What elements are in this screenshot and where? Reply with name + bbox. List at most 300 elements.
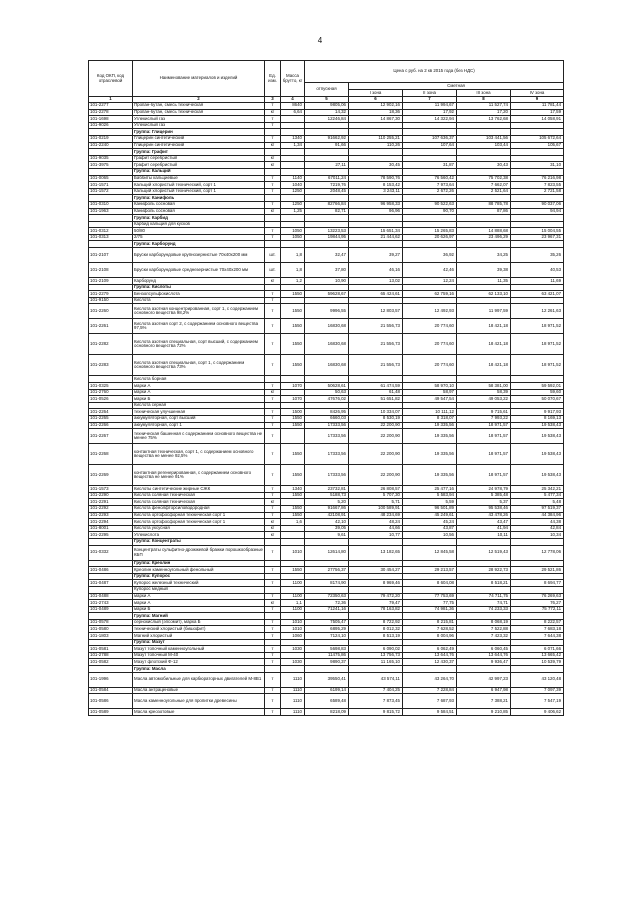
- group-row: [89, 613, 564, 620]
- cell-release-price: 17333,56: [305, 429, 349, 444]
- cell-release-price: 27,11: [305, 162, 349, 169]
- cell-code: 101-2268: [89, 444, 133, 465]
- cell-mass: 1550: [281, 505, 305, 512]
- cell-zone-1: 3 243,11: [349, 188, 403, 195]
- cell-release-price: [305, 613, 349, 620]
- cell-code: 101-2240: [89, 142, 133, 149]
- cell-unit: т: [265, 396, 281, 403]
- cell-zone-2: [403, 538, 457, 545]
- cell-zone-1: 13 756,73: [349, 652, 403, 659]
- cell-zone-3: 87,86: [457, 208, 511, 215]
- table-row: [89, 486, 564, 493]
- cell-mass: [281, 215, 305, 222]
- cell-name: Бензолсульфокислота: [133, 291, 265, 298]
- cell-release-price: 17333,56: [305, 422, 349, 429]
- cell-mass: 1110: [281, 672, 305, 687]
- cell-zone-4: [511, 538, 564, 545]
- cell-zone-4: 75 772,11: [511, 606, 564, 613]
- cell-zone-4: 59,60: [511, 389, 564, 396]
- cell-zone-2: 11 994,67: [403, 103, 457, 110]
- cell-mass: [281, 560, 305, 567]
- table-row: [89, 593, 564, 600]
- cell-code: 101-9150: [89, 297, 133, 304]
- cell-unit: [265, 168, 281, 175]
- cell-mass: 1550: [281, 416, 305, 423]
- table-row: [89, 304, 564, 319]
- cell-zone-1: 7 404,25: [349, 687, 403, 694]
- cell-zone-1: 100 589,91: [349, 505, 403, 512]
- cell-name: Глицерин синтетический: [133, 135, 265, 142]
- cell-name: Кислоты синтетические жирные СЖК: [133, 486, 265, 493]
- cell-name: Масла антраценовые: [133, 687, 265, 694]
- cell-unit: т: [265, 334, 281, 355]
- cell-zone-4: [511, 168, 564, 175]
- cell-code: 101-0582: [89, 659, 133, 666]
- cell-release-price: [305, 221, 349, 228]
- cell-zone-4: [511, 639, 564, 646]
- cell-name: аккумуляторная, сорт 1: [133, 422, 265, 429]
- cell-name: Углекислый газ: [133, 122, 265, 129]
- cell-unit: кг: [265, 519, 281, 526]
- cell-zone-3: 11,35: [457, 278, 511, 285]
- cell-name: Кислота соляная техническая: [133, 499, 265, 506]
- cell-code: [89, 149, 133, 156]
- cell-zone-4: 19 538,43: [511, 422, 564, 429]
- cell-zone-3: 11 527,74: [457, 103, 511, 110]
- cell-mass: [281, 532, 305, 539]
- cell-code: [89, 221, 133, 228]
- cell-mass: [281, 122, 305, 129]
- col-number: 2: [133, 97, 265, 103]
- cell-zone-2: 25 477,16: [403, 486, 457, 493]
- cell-zone-3: 2 521,64: [457, 188, 511, 195]
- cell-zone-4: [511, 666, 564, 673]
- cell-zone-1: 48,24: [349, 519, 403, 526]
- cell-code: [89, 168, 133, 175]
- table-row: [89, 416, 564, 423]
- cell-zone-2: 19 335,56: [403, 444, 457, 465]
- header-zone-2: II зона: [403, 90, 457, 97]
- cell-zone-4: 8 222,57: [511, 619, 564, 626]
- cell-code: 101-0581: [89, 646, 133, 653]
- cell-zone-2: 12,24: [403, 278, 457, 285]
- cell-release-price: [305, 376, 349, 383]
- cell-unit: т: [265, 505, 281, 512]
- table-row: [89, 519, 564, 526]
- cell-zone-2: 45 249,61: [403, 512, 457, 519]
- cell-zone-1: 21 444,62: [349, 234, 403, 241]
- cell-zone-3: 62 133,10: [457, 291, 511, 298]
- cell-zone-4: 11,69: [511, 278, 564, 285]
- cell-release-price: [305, 122, 349, 129]
- cell-zone-4: 7 097,39: [511, 687, 564, 694]
- group-row: [89, 195, 564, 202]
- cell-zone-3: 12 519,43: [457, 545, 511, 560]
- cell-unit: [265, 376, 281, 383]
- cell-name: Кислота ортофосфорная техническая сорт 1: [133, 519, 265, 526]
- cell-zone-1: 15 651,34: [349, 228, 403, 235]
- cell-name: Канифоль сосновая: [133, 208, 265, 215]
- cell-unit: [265, 284, 281, 291]
- cell-release-price: 9890,37: [305, 659, 349, 666]
- cell-code: 101-8001: [89, 525, 133, 532]
- cell-zone-4: 17,59: [511, 109, 564, 116]
- cell-zone-1: 78 163,82: [349, 606, 403, 613]
- cell-unit: шт.: [265, 248, 281, 263]
- cell-zone-4: 15 004,55: [511, 228, 564, 235]
- cell-name: контактная регенерированная, с содержанием основного вещества не менее 91%: [133, 465, 265, 486]
- cell-zone-1: [349, 221, 403, 228]
- cell-mass: 1550: [281, 334, 305, 355]
- cell-zone-1: 12 902,16: [349, 103, 403, 110]
- table-row: [89, 659, 564, 666]
- cell-zone-1: 30 454,27: [349, 567, 403, 574]
- cell-mass: [281, 195, 305, 202]
- cell-zone-4: 5,48: [511, 499, 564, 506]
- cell-zone-3: [457, 639, 511, 646]
- cell-code: [89, 613, 133, 620]
- cell-name: техническая улучшенная: [133, 409, 265, 416]
- cell-code: 101-0065: [89, 175, 133, 182]
- cell-release-price: 67011,24: [305, 175, 349, 182]
- col-number: 5: [305, 97, 349, 103]
- cell-mass: 1060: [281, 633, 305, 640]
- cell-release-price: 17333,56: [305, 465, 349, 486]
- col-number: 9: [511, 97, 564, 103]
- cell-zone-4: [511, 560, 564, 567]
- cell-unit: [265, 639, 281, 646]
- cell-zone-3: 6 947,98: [457, 687, 511, 694]
- cell-zone-3: 18 971,57: [457, 422, 511, 429]
- cell-name: Бруски карборундовые среднезернистые 70х40х200 мм: [133, 263, 265, 278]
- cell-zone-3: 41,94: [457, 525, 511, 532]
- cell-zone-3: 8 518,21: [457, 580, 511, 587]
- cell-zone-3: [457, 122, 511, 129]
- cell-code: 101-2109: [89, 278, 133, 285]
- table-row: [89, 228, 564, 235]
- cell-zone-4: 59 592,01: [511, 383, 564, 390]
- cell-release-price: 14,32: [305, 109, 349, 116]
- cell-name: Кислота ортофосфорная техническая сорт 1: [133, 512, 265, 519]
- cell-name: Концентраты сульфитно-дрожжевой бражки порошкообразные КБП: [133, 545, 265, 560]
- cell-zone-2: 9 584,51: [403, 709, 457, 716]
- cell-mass: [281, 573, 305, 580]
- table-row: [89, 291, 564, 298]
- cell-zone-2: 90 522,63: [403, 201, 457, 208]
- table-row: [89, 709, 564, 716]
- cell-zone-1: 8 722,92: [349, 619, 403, 626]
- cell-zone-3: [457, 284, 511, 291]
- cell-mass: 1550: [281, 512, 305, 519]
- cell-release-price: 8218,09: [305, 709, 349, 716]
- cell-code: [89, 215, 133, 222]
- group-row: [89, 666, 564, 673]
- cell-name: Бруски карборундовые крупнозернистые 70х40х200 мм: [133, 248, 265, 263]
- cell-zone-2: [403, 149, 457, 156]
- cell-zone-2: 20 774,60: [403, 334, 457, 355]
- cell-zone-2: 13 644,76: [403, 652, 457, 659]
- cell-zone-4: 105,67: [511, 142, 564, 149]
- cell-release-price: 11475,86: [305, 652, 349, 659]
- cell-zone-3: 18 971,57: [457, 429, 511, 444]
- cell-code: [89, 284, 133, 291]
- cell-release-price: 47676,02: [305, 396, 349, 403]
- cell-mass: [281, 429, 305, 444]
- cell-name: Кальций хлористый технический, сорт 1: [133, 182, 265, 189]
- cell-mass: 1,34: [281, 142, 305, 149]
- cell-release-price: 9805,06: [305, 103, 349, 110]
- cell-zone-1: 21 556,73: [349, 355, 403, 376]
- cell-zone-3: 39,38: [457, 263, 511, 278]
- cell-zone-2: 12 845,58: [403, 545, 457, 560]
- cell-zone-1: 5 707,30: [349, 492, 403, 499]
- cell-zone-3: [457, 221, 511, 228]
- cell-release-price: 9,61: [305, 532, 349, 539]
- cell-zone-1: [349, 560, 403, 567]
- table-row: [89, 188, 564, 195]
- cell-code: [89, 376, 133, 383]
- table-row: [89, 545, 564, 560]
- cell-zone-2: 20 774,60: [403, 319, 457, 334]
- cell-zone-3: 103 441,56: [457, 135, 511, 142]
- table-row: [89, 626, 564, 633]
- cell-name: 2/75: [133, 234, 265, 241]
- cell-code: 101-0586: [89, 694, 133, 709]
- cell-zone-1: [349, 573, 403, 580]
- group-row: [89, 215, 564, 222]
- cell-name: Группа: Карборунд: [133, 241, 265, 248]
- cell-zone-4: [511, 297, 564, 304]
- cell-name: Мазут флотский Ф-12: [133, 659, 265, 666]
- table-row: [89, 409, 564, 416]
- cell-code: 101-2264: [89, 409, 133, 416]
- cell-zone-3: 10,11: [457, 532, 511, 539]
- cell-name: Группа: Кислоты: [133, 284, 265, 291]
- cell-unit: т: [265, 409, 281, 416]
- cell-mass: [281, 376, 305, 383]
- cell-zone-1: [349, 376, 403, 383]
- cell-zone-2: [403, 560, 457, 567]
- cell-zone-3: 74 233,33: [457, 606, 511, 613]
- table-row: [89, 376, 564, 383]
- table-row: [89, 422, 564, 429]
- cell-code: 101-0489: [89, 606, 133, 613]
- cell-zone-4: 25 342,21: [511, 486, 564, 493]
- cell-mass: 1550: [281, 291, 305, 298]
- header-zone-3: III зона: [457, 90, 511, 97]
- cell-code: [89, 402, 133, 409]
- cell-zone-3: [457, 215, 511, 222]
- cell-name: технический хлористый (бишофит): [133, 626, 265, 633]
- cell-code: 101-0310: [89, 201, 133, 208]
- cell-unit: кг: [265, 532, 281, 539]
- cell-zone-4: 18 971,52: [511, 334, 564, 355]
- cell-zone-1: 10 334,07: [349, 409, 403, 416]
- cell-mass: [281, 538, 305, 545]
- cell-zone-4: 97 519,37: [511, 505, 564, 512]
- cell-name: Карбид кальция для кусков: [133, 221, 265, 228]
- cell-zone-2: [403, 122, 457, 129]
- cell-name: Пропан-бутан, смесь техническая: [133, 103, 265, 110]
- cell-zone-4: 5 477,34: [511, 492, 564, 499]
- table-row: [89, 297, 564, 304]
- cell-mass: [281, 241, 305, 248]
- cell-zone-1: [349, 168, 403, 175]
- cell-zone-4: 29 521,86: [511, 567, 564, 574]
- cell-zone-4: 19 538,43: [511, 444, 564, 465]
- cell-mass: 1030: [281, 659, 305, 666]
- cell-zone-1: 46,16: [349, 263, 403, 278]
- cell-unit: кг: [265, 109, 281, 116]
- header-mass: Масса брутто, кг: [281, 61, 305, 97]
- cell-code: 101-1571: [89, 182, 133, 189]
- cell-unit: [265, 613, 281, 620]
- cell-release-price: 37,80: [305, 263, 349, 278]
- cell-name: техническая башенная с содержанием основного вещества не менее 75%: [133, 429, 265, 444]
- cell-name: Группа: Канифоль: [133, 195, 265, 202]
- cell-zone-4: 35,26: [511, 248, 564, 263]
- cell-mass: [281, 284, 305, 291]
- cell-zone-4: 7 547,19: [511, 694, 564, 709]
- cell-zone-3: 28 922,73: [457, 567, 511, 574]
- cell-unit: т: [265, 512, 281, 519]
- cell-zone-3: 17,20: [457, 109, 511, 116]
- cell-zone-2: 12 492,93: [403, 304, 457, 319]
- cell-zone-1: 26 808,57: [349, 486, 403, 493]
- cell-mass: 1550: [281, 319, 305, 334]
- price-table-wrapper: [88, 60, 563, 716]
- cell-zone-1: 21 556,73: [349, 319, 403, 334]
- table-row: [89, 672, 564, 687]
- table-row: [89, 319, 564, 334]
- cell-release-price: 82,71: [305, 208, 349, 215]
- cell-zone-3: [457, 538, 511, 545]
- cell-unit: кг: [265, 208, 281, 215]
- table-row: [89, 525, 564, 532]
- header-code: Код ОКП, код отраслевой: [89, 61, 133, 97]
- cell-zone-3: 58 381,00: [457, 383, 511, 390]
- cell-zone-4: [511, 129, 564, 136]
- table-row: [89, 567, 564, 574]
- cell-unit: т: [265, 304, 281, 319]
- cell-unit: т: [265, 116, 281, 123]
- cell-mass: 6,64: [281, 109, 305, 116]
- cell-name: марки А: [133, 600, 265, 607]
- cell-zone-1: [349, 284, 403, 291]
- cell-name: 50/80: [133, 228, 265, 235]
- cell-zone-2: 29 213,57: [403, 567, 457, 574]
- cell-mass: 1550: [281, 355, 305, 376]
- cell-mass: [281, 221, 305, 228]
- cell-unit: т: [265, 429, 281, 444]
- group-row: [89, 538, 564, 545]
- table-row: [89, 633, 564, 640]
- header-zone-1: I зона: [349, 90, 403, 97]
- cell-name: Группа: Глицерин: [133, 129, 265, 136]
- cell-zone-4: 7 644,38: [511, 633, 564, 640]
- col-number: 1: [89, 97, 133, 103]
- cell-zone-2: 5 583,94: [403, 492, 457, 499]
- cell-zone-4: 10,34: [511, 532, 564, 539]
- table-row: [89, 606, 564, 613]
- cell-unit: [265, 221, 281, 228]
- cell-release-price: 72350,63: [305, 593, 349, 600]
- cell-code: [89, 241, 133, 248]
- table-row: [89, 182, 564, 189]
- cell-unit: [265, 538, 281, 545]
- cell-mass: 1250: [281, 188, 305, 195]
- cell-unit: т: [265, 626, 281, 633]
- table-header: [89, 61, 564, 103]
- cell-zone-3: 9 936,47: [457, 659, 511, 666]
- cell-unit: кг: [265, 525, 281, 532]
- cell-release-price: 19844,95: [305, 234, 349, 241]
- cell-zone-3: 5 385,48: [457, 492, 511, 499]
- cell-zone-1: 96 958,33: [349, 201, 403, 208]
- table-row: [89, 109, 564, 116]
- cell-zone-2: [403, 639, 457, 646]
- cell-unit: т: [265, 103, 281, 110]
- cell-zone-4: 9 406,62: [511, 709, 564, 716]
- cell-zone-4: 18 971,52: [511, 319, 564, 334]
- cell-release-price: 16830,68: [305, 319, 349, 334]
- cell-zone-2: 43,87: [403, 525, 457, 532]
- cell-unit: т: [265, 492, 281, 499]
- cell-code: [89, 586, 133, 593]
- table-row: [89, 396, 564, 403]
- cell-unit: кг: [265, 142, 281, 149]
- cell-zone-4: 23 967,31: [511, 234, 564, 241]
- cell-release-price: 91662,92: [305, 135, 349, 142]
- cell-release-price: 6895,29: [305, 626, 349, 633]
- cell-code: 101-2290: [89, 492, 133, 499]
- cell-name: Группа: Магний: [133, 613, 265, 620]
- cell-code: 101-2267: [89, 429, 133, 444]
- cell-code: 101-0487: [89, 580, 133, 587]
- cell-zone-3: [457, 376, 511, 383]
- table-row: [89, 201, 564, 208]
- cell-zone-4: 44,38: [511, 519, 564, 526]
- header-estimate: Сметная: [349, 83, 564, 90]
- cell-unit: [265, 586, 281, 593]
- cell-name: Купорос медный: [133, 586, 265, 593]
- cell-mass: 1550: [281, 304, 305, 319]
- cell-mass: [281, 297, 305, 304]
- cell-mass: 1010: [281, 619, 305, 626]
- cell-zone-2: 58,97: [403, 389, 457, 396]
- cell-zone-2: 107 636,37: [403, 135, 457, 142]
- cell-zone-1: 8 969,46: [349, 580, 403, 587]
- cell-name: Масла автомобильные для карбюраторных двигателей М-8В1: [133, 672, 265, 687]
- cell-mass: [281, 389, 305, 396]
- cell-zone-1: 22 200,90: [349, 422, 403, 429]
- cell-zone-2: 17,92: [403, 109, 457, 116]
- cell-code: 101-0325: [89, 383, 133, 390]
- cell-mass: [281, 402, 305, 409]
- cell-release-price: 9996,55: [305, 304, 349, 319]
- cell-code: 101-1572: [89, 188, 133, 195]
- cell-code: 101-2291: [89, 499, 133, 506]
- cell-zone-4: 44 384,96: [511, 512, 564, 519]
- cell-zone-2: 2 672,26: [403, 188, 457, 195]
- cell-zone-3: 13 762,68: [457, 116, 511, 123]
- cell-zone-2: 76 560,42: [403, 175, 457, 182]
- cell-unit: т: [265, 709, 281, 716]
- cell-name: Графит серебристый: [133, 155, 265, 162]
- cell-name: Канифоль сосновая: [133, 201, 265, 208]
- cell-mass: 1110: [281, 687, 305, 694]
- cell-release-price: 7219,76: [305, 182, 349, 189]
